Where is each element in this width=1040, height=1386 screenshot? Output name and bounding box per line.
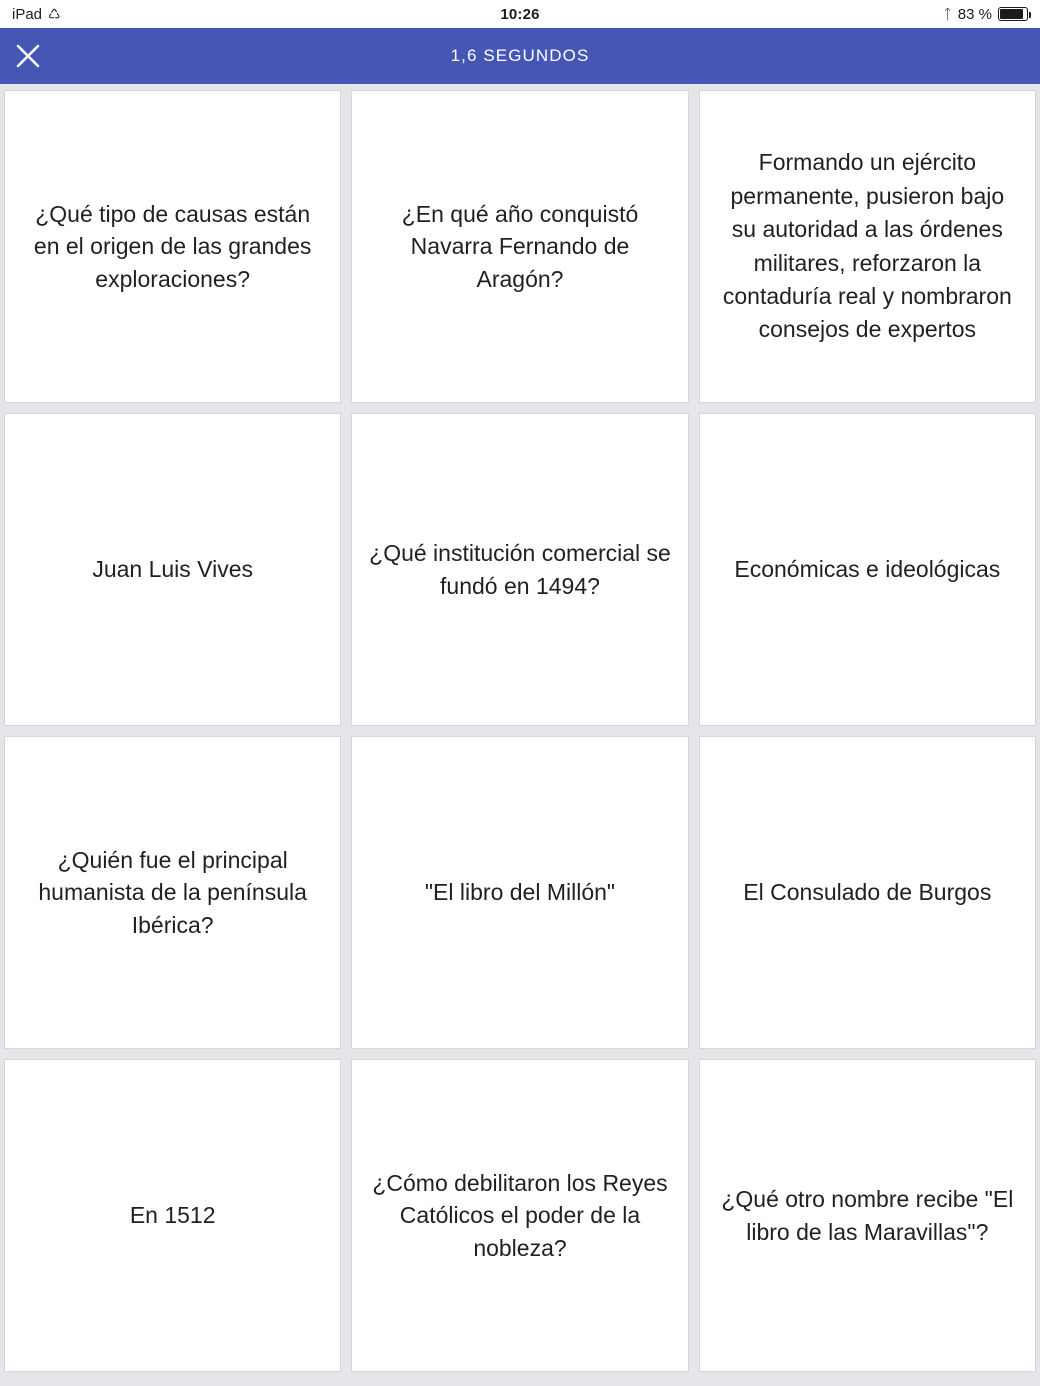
match-card[interactable] <box>351 1059 688 1372</box>
battery-icon <box>998 7 1028 21</box>
ios-status-bar <box>0 0 1040 28</box>
match-card-text: Formando un ejército permanente, pusieron bajo su autoridad a las órdenes militares, reforzaron la contaduría real y nombraron consejos de expertos <box>722 149 1012 343</box>
match-card-text: ¿Qué institución comercial se fundó en 1494? <box>369 539 671 599</box>
match-card-text: Económicas e ideológicas <box>734 556 1001 583</box>
match-card[interactable] <box>351 736 688 1049</box>
match-card[interactable] <box>699 736 1036 1049</box>
refresh-sync-icon: ♺ <box>48 5 61 22</box>
device-name-label: iPad <box>12 5 43 23</box>
battery-fill <box>1000 9 1023 19</box>
match-card-text: ¿Quién fue el principal humanista de la península Ibérica? <box>38 846 307 938</box>
match-card[interactable] <box>4 413 341 726</box>
match-card-text: Juan Luis Vives <box>92 556 253 583</box>
match-card[interactable] <box>699 1059 1036 1372</box>
bluetooth-icon: ᛏ <box>943 6 952 22</box>
app-header <box>0 28 1040 84</box>
match-card[interactable] <box>699 90 1036 403</box>
match-card[interactable] <box>4 736 341 1049</box>
status-bar-clock: 10:26 <box>500 5 540 23</box>
match-card-text: "El libro del Millón" <box>424 879 616 906</box>
match-card-text: ¿Cómo debilitaron los Reyes Católicos el poder de la nobleza? <box>372 1169 668 1261</box>
match-card-text: En 1512 <box>129 1202 216 1229</box>
match-card[interactable] <box>351 90 688 403</box>
match-card-text: ¿Qué otro nombre recibe "El libro de las Maravillas"? <box>721 1185 1014 1245</box>
match-card-text: ¿Qué tipo de causas están en el origen de las grandes exploraciones? <box>33 200 312 292</box>
match-card-text: El Consulado de Burgos <box>743 879 992 906</box>
match-card[interactable] <box>351 413 688 726</box>
match-card-text: ¿En qué año conquistó Navarra Fernando de Aragón? <box>401 200 639 292</box>
match-card[interactable] <box>699 413 1036 726</box>
match-card-grid <box>0 84 1040 1372</box>
match-card[interactable] <box>4 1059 341 1372</box>
timer-label: 1,6 SEGUNDOS <box>450 46 590 65</box>
match-card[interactable] <box>4 90 341 403</box>
close-icon <box>15 43 41 69</box>
battery-percentage-label: 83 % <box>957 5 992 23</box>
close-button[interactable] <box>0 28 56 84</box>
